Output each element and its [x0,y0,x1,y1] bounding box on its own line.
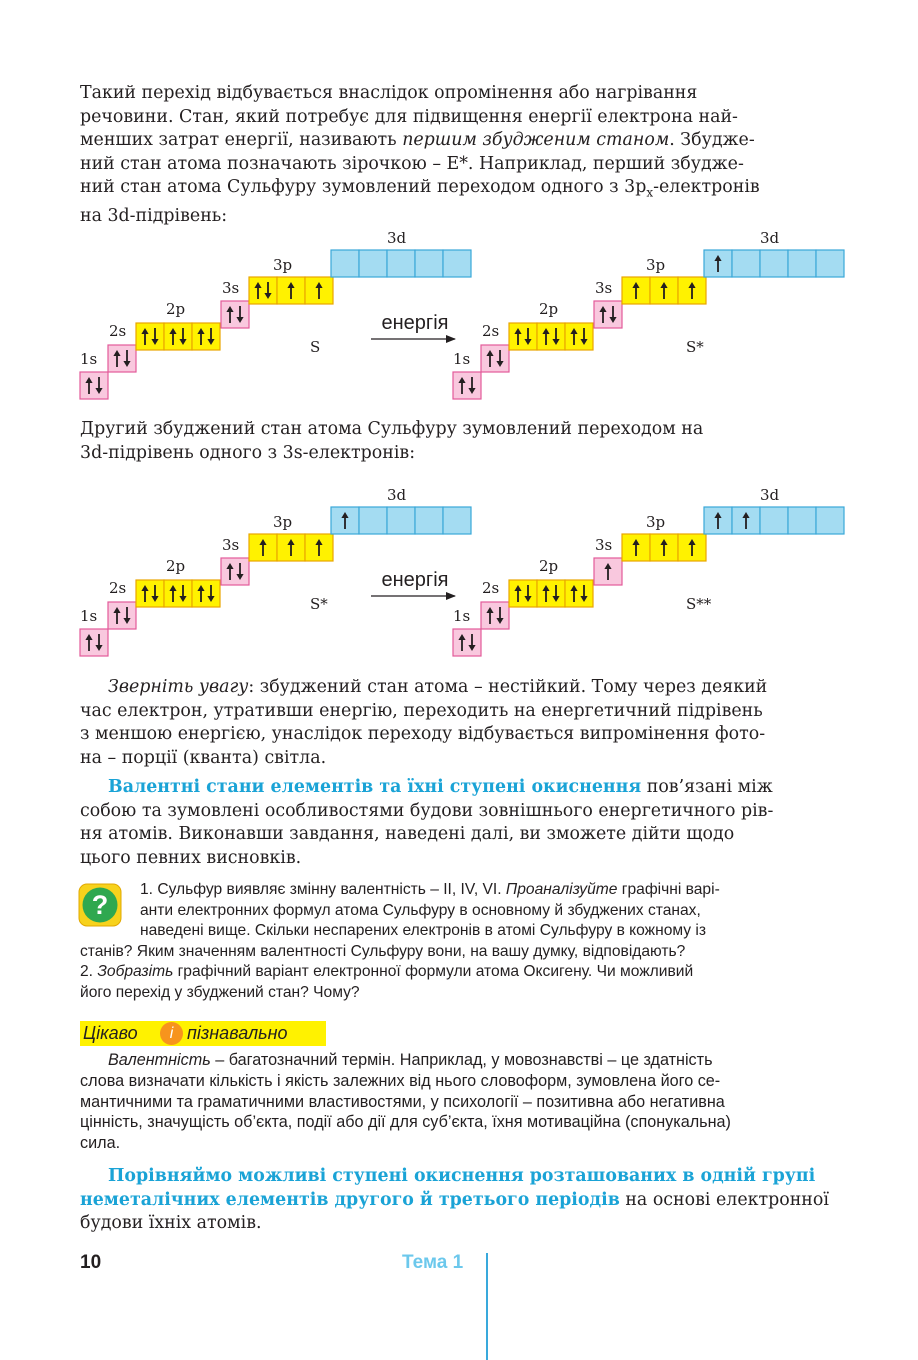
orbital-cell-2s [108,602,136,629]
sublevel-label-2s: 2s [109,579,127,597]
orbital-diagram-2 [70,482,860,682]
atom-state-label: S* [686,338,704,356]
orbital-cell-2p [565,580,593,607]
attention-label: Зверніть увагу [108,677,249,697]
orbital-cell-2p [192,323,220,350]
sublevel-label-2p: 2p [166,300,186,318]
sublevel-label-2p: 2p [539,557,559,575]
orbital-cell-3s [594,301,622,328]
text-line: Валентні стани елементів та їхні ступені окиснення пов’язані між [108,777,773,797]
text-line: з меншою енергією, унаслідок переходу відбувається випромінення фото- [80,724,766,744]
text-line: слова визначати кількість і якість залежних від нього словоформ, зумовлена його се- [80,1071,721,1090]
orbital-cell-2s [481,345,509,372]
sublevel-label-1s: 1s [453,350,471,368]
text-line: ний стан атома позначають зірочкою – E*. Наприклад, перший збудже- [80,153,744,174]
text-line: ня атомів. Виконавши завдання, наведені далі, ви зможете дійти щодо [80,824,735,844]
orbital-cell-2p [136,323,164,350]
text-line: неметалічних елементів другого й третього періодів на основі електронної [80,1189,829,1210]
orbital-cell-2s [481,602,509,629]
sublevel-label-2p: 2p [539,300,559,318]
text-line: анти електронних формул атома Сульфуру в основному й збуджених станах, [140,901,701,919]
text-line: Другий збуджений стан атома Сульфуру зумовлений переходом на [80,419,704,439]
orbital-cell-3d [387,250,415,277]
text-line: ний стан атома Сульфуру зумовлений переходом одного з $3p_x$-електронів [80,177,760,200]
atom-state-label: S** [686,595,712,613]
sublevel-label-3p: 3p [273,513,293,531]
sublevel-label-2s: 2s [109,322,127,340]
orbital-cell-3d [760,250,788,277]
highlight-valence-states: Валентні стани елементів та їхні ступені окиснення [108,777,642,797]
orbital-cell-3d [732,250,760,277]
topic-label: Тема 1 [402,1252,464,1273]
paragraph-excited-state [80,82,845,228]
energy-arrow-head [446,592,456,600]
atom-state-label: S [310,338,321,356]
orbital-cell-2p [164,323,192,350]
orbital-cell-2p [164,580,192,607]
sublevel-label-3s: 3s [222,279,240,297]
text-line: час електрон, утративши енергію, переходить на енергетичний підрівень [80,700,763,721]
sublevel-label-3p: 3p [646,256,666,274]
text-line: цінність, значущість об’єкта, події або дії для суб’єкта, їхня мотиваційна (спонукальна) [80,1113,731,1132]
svg-text:?: ? [91,890,109,920]
footer-divider [486,1253,488,1360]
text-line: 1. Сульфур виявляє змінну валентність – II, IV, VI. Проаналізуйте графічні варі- [140,881,720,898]
orbital-cell-2p [537,323,565,350]
text-line: його перехід у збуджений стан? Чому? [80,983,360,1001]
orbital-half [453,486,844,656]
sublevel-label-3p: 3p [646,513,666,531]
text-line: на 3d-підрівень: [80,205,228,226]
sublevel-label-3d: 3d [387,486,407,504]
orbital-cell-2s [108,345,136,372]
energy-label: енергія [381,312,449,334]
sublevel-label-3d: 3d [760,229,780,247]
term-first-excited-state: першим збудженим станом [402,130,670,150]
energy-label: енергія [381,569,449,591]
paragraph-second-excited [80,418,845,465]
info-valence-term [80,1050,845,1154]
text-line: 2. Зобразіть графічний варіант електронної формули атома Оксигену. Чи можливий [80,963,694,981]
orbital-cell-3d [788,250,816,277]
sublevel-label-3d: 3d [387,229,407,247]
sublevel-label-3s: 3s [595,279,613,297]
orbital-cell-2p [565,323,593,350]
banner-text-part1: Цікаво [83,1023,138,1043]
sublevel-label-3s: 3s [222,536,240,554]
orbital-diagram-2-svg [70,482,860,682]
sublevel-label-3d: 3d [760,486,780,504]
energy-arrow-head [446,335,456,343]
text-line: станів? Яким значенням валентності Сульфуру вони, на вашу думку, відповідають? [80,942,686,960]
orbital-cell-3d [359,507,387,534]
sublevel-label-2s: 2s [482,322,500,340]
orbital-cell-3d [415,250,443,277]
orbital-cell-3d [816,250,844,277]
orbital-cell-3d [443,250,471,277]
orbital-cell-2p [509,580,537,607]
orbital-cell-3d [443,507,471,534]
text-line: на – порції (кванта) світла. [80,747,327,768]
banner-text-part2: пізнавально [187,1023,288,1043]
text-line: речовини. Стан, який потребує для підвищення енергії електрона най- [80,106,738,127]
sublevel-label-1s: 1s [453,607,471,625]
orbital-diagram-1-svg [70,225,860,425]
paragraph-valence-states [80,776,845,870]
text-line: Такий перехід відбувається внаслідок опромінення або нагрівання [80,83,698,103]
sublevel-label-3p: 3p [273,256,293,274]
orbital-cell-2p [537,580,565,607]
text-line: мантичними та граматичними властивостями, у психології – позитивна або негативна [80,1092,725,1111]
sublevel-label-2s: 2s [482,579,500,597]
orbital-half [453,229,844,399]
text-line: Зверніть увагу: збуджений стан атома – нестійкий. Тому через деякий [108,677,768,697]
orbital-cell-3d [816,507,844,534]
orbital-cell-3d [415,507,443,534]
page-number: 10 [80,1252,102,1273]
text-line: менших затрат енергії, називають першим збудженим станом. Збудже- [80,130,755,150]
text-line: Порівняймо можливі ступені окиснення розташованих в одній групі [108,1166,816,1186]
paragraph-compare [80,1165,845,1236]
sublevel-label-3s: 3s [595,536,613,554]
orbital-cell-1s [453,372,481,399]
orbital-cell-3d [760,507,788,534]
sublevel-label-1s: 1s [80,607,98,625]
text-line: собою та зумовлені особливостями будови зовнішнього енергетичного рів- [80,800,774,821]
orbital-cell-1s [453,629,481,656]
orbital-cell-1s [80,629,108,656]
text-line: 3d-підрівень одного з 3s-електронів: [80,442,416,463]
atom-state-label: S* [310,595,328,613]
orbital-cell-3p [249,277,277,304]
orbital-cell-3d [331,250,359,277]
orbital-cell-2p [509,323,537,350]
orbital-cell-2p [192,580,220,607]
sublevel-label-1s: 1s [80,350,98,368]
text-line: сила. [80,1134,121,1153]
text-line: Валентність – багатозначний термін. Наприклад, у мовознавстві – це здатність [108,1051,713,1069]
banner-letter-circle: і [160,1022,183,1045]
orbital-cell-3s [221,301,249,328]
orbital-cell-3d [359,250,387,277]
orbital-cell-3d [788,507,816,534]
orbital-cell-3d [387,507,415,534]
text-line: цього певних висновків. [80,847,302,868]
question-tasks [80,880,845,1004]
orbital-cell-1s [80,372,108,399]
interesting-banner [80,1021,326,1046]
paragraph-attention [80,676,845,770]
orbital-diagram-1 [70,225,860,425]
text-line: будови їхніх атомів. [80,1213,262,1233]
sublevel-label-2p: 2p [166,557,186,575]
orbital-cell-2p [136,580,164,607]
text-line: наведені вище. Скільки неспарених електронів в атомі Сульфуру в кожному із [140,922,707,940]
orbital-cell-3s [221,558,249,585]
